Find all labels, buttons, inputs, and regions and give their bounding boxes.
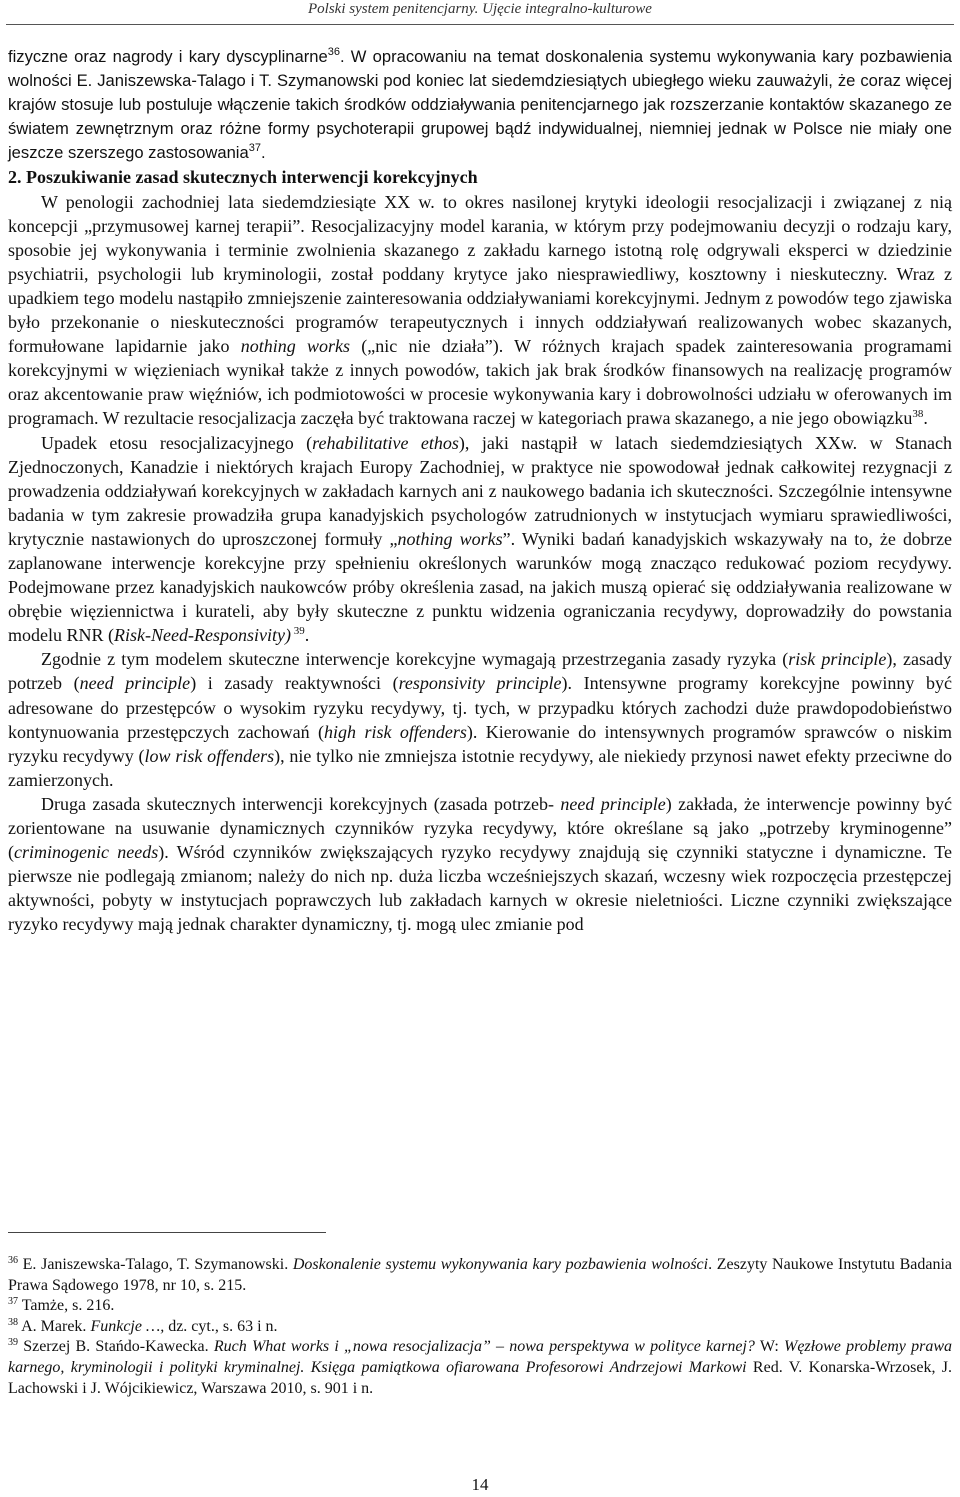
- paragraph: [8, 431, 952, 648]
- header-rule: [6, 24, 954, 25]
- text-run: Szerzej B. Stańdo-Kawecka.: [18, 1338, 214, 1356]
- footnote-ref: 39: [290, 625, 305, 638]
- footnote-number: 36: [8, 1255, 18, 1266]
- text-run: E. Janiszewska-Talago, T. Szymanowski.: [18, 1256, 293, 1273]
- italic-term: nothing works: [397, 528, 503, 549]
- text-run: .: [304, 625, 310, 646]
- italic-title: Funkcje …,: [90, 1317, 165, 1335]
- text-run: .: [923, 408, 928, 429]
- text-run: („nic nie działa”). W różnych krajach spadek zainteresowania programami korekcyjnymi w więzieniach wynikał także z innych powodów, takich jak brak środków finansowych na realizację programów oraz akcentowanie praw więźniów, ich podmiotowości w procesie wykonywania kary i dobrowolności udziału w oferowanych im programach. W rezultacie resocjalizacja zaczęła być traktowana raczej w kategoriach prawa skazanego, a nie jego obowiązku: [8, 336, 952, 429]
- text-run: W penologii zachodniej lata siedemdziesiąte XX w. to okres nasilonej krytyki ideologii resocjalizacji i związanej z nią koncepcji „przymusowej karnej terapii”. Resocjalizacyjny model karania, w którym przy podejmowaniu decyzji o rodzaju kary, sposobie jej wykonywania i terminie zwolnienia skazanego z zakładu karnego istotną rolę odgrywali eksperci w dziedzinie psychiatrii, psychologii lub kryminologii, został poddany krytyce jako niesprawiedliwy, kosztowny i nieskuteczny. Wraz z upadkiem tego modelu nastąpiło zmniejszenie zainteresowania oddziaływaniami korekcyjnymi. Jednym z powodów tego zjawiska było przekonanie o nieskuteczności programów terapeutycznych i innych oddziaływań realizowanych wobec skazanych, formułowane lapidarnie jako: [8, 191, 952, 357]
- italic-term: low risk offenders: [144, 745, 275, 766]
- text-run: ) i zasady reaktywności (: [190, 673, 399, 694]
- italic-title: Ruch What works i „nowa resocjalizacja” – nowa perspektywa w polityce karnej?: [213, 1338, 755, 1356]
- text-run: ), zasady potrzeb (: [8, 649, 952, 694]
- text-run: .: [260, 143, 266, 163]
- running-header: Polski system penitencjarny. Ujęcie integralno-kulturowe: [308, 1, 652, 17]
- italic-term: responsivity principle: [398, 673, 562, 694]
- italic-term: criminogenic needs: [14, 842, 159, 863]
- text-run: ), nie tylko nie zmniejsza istotnie recydywy, ale niekiedy przynosi nawet efekty przeciwne do zamierzonych.: [8, 745, 952, 790]
- footnote-number: 39: [8, 1337, 18, 1349]
- footnote-separator: [8, 1232, 326, 1233]
- text-run: ). Intensywne programy korekcyjne powinny być adresowane do przestępców o wysokim ryzyku recydywy, tj. tych, w przypadku których zachodzi duże prawdopodobieństwo kontynuowania przestępczych zachowań (: [8, 673, 953, 742]
- text-run: A. Marek.: [18, 1317, 91, 1335]
- italic-term: rehabilitative ethos: [312, 432, 459, 453]
- italic-term: need principle: [79, 673, 191, 694]
- italic-term: need principle: [560, 793, 666, 814]
- footnote-ref: 36: [327, 46, 340, 58]
- italic-title: Węzłowe problemy prawa karnego, kryminologii i polityki kryminalnej. Księga pamiątkowa ofiarowana Profesorowi Andrzejowi Markowi: [8, 1338, 953, 1376]
- main-text: [8, 45, 952, 936]
- text-run: Zgodnie z tym modelem skuteczne interwencje korekcyjne wymagają przestrzegania zasady ryzyka (: [41, 649, 789, 670]
- text-run: . W opracowaniu na temat doskonalenia systemu wykonywania kary pozbawienia wolności E. Janiszewska-Talago i T. Szymanowski pod koniec lat siedemdziesiątych ubiegłego wieku zauważyli, że coraz więcej krajów stosuje lub postuluje włączenie takich środków oddziaływania penitencjarnego jak rozszerzanie kontaktów skazanego ze światem zewnętrznym oraz różne formy psychoterapii grupowej bądź indywidualnej, niemniej jednak w Polsce nie miały one jeszcze szerszego zastosowania: [8, 47, 953, 163]
- footnote-ref: 38: [912, 408, 924, 421]
- text-run: ”. Wyniki badań kanadyjskich wskazywały na to, że dobrze zaplanowane interwencje korekcyjne przy spełnieniu określonych warunków mogą znacząco redukować poziom recydywy. Podejmowane przez kanadyjskich naukowców próby określenia zasad, na jakich muszą opierać się oddziaływania realizowane w obrębie więziennictwa i kurateli, aby były skuteczne z punktu widzenia ograniczania recydywy, doprowadziły do powstania modelu RNR (: [8, 528, 952, 646]
- text-run: ). Kierowanie do intensywnych programów sprawców o niskim ryzyku recydywy (: [8, 721, 952, 766]
- text-run: Upadek etosu resocjalizacyjnego (: [41, 432, 313, 453]
- italic-term: Risk-Need-Responsivity): [114, 625, 291, 646]
- footnote: [8, 1255, 952, 1296]
- italic-term: risk principle: [788, 649, 887, 670]
- footnote-ref: 37: [248, 142, 261, 155]
- footnote: [8, 1317, 952, 1338]
- italic-term: high risk offenders: [324, 721, 467, 742]
- text-run: Tamże, s. 216.: [18, 1297, 115, 1315]
- paragraph: [8, 792, 952, 937]
- paragraph: [8, 45, 952, 165]
- text-run: dz. cyt., s. 63 i n.: [164, 1317, 278, 1335]
- text-run: ), jaki nastąpił w latach siedemdziesiątych XXw. w Stanach Zjednoczonych, Kanadzie i niektórych krajach Europy Zachodniej, w praktyce nie spowodował jednak całkowitej rezygnacji z prowadzenia oddziaływań korekcyjnych w zakładach karnych ani z naukowego badania ich skuteczności. Szczególnie intensywne badania w tym zakresie prowadziła grupa kanadyjskich psychologów zatrudnionych w instytucjach wymiaru sprawiedliwości, krytycznie nastawionych do uproszczonej formuły „: [8, 432, 952, 549]
- footnote-number: 37: [8, 1296, 18, 1308]
- section-heading: 2. Poszukiwanie zasad skutecznych interwencji korekcyjnych: [8, 167, 478, 188]
- italic-term: nothing works: [240, 336, 351, 357]
- text-run: Red. V. Konarska-Wrzosek, J. Lachowski i J. Wójcikiewicz, Warszawa 2010, s. 901 i n.: [8, 1358, 953, 1397]
- footnote-number: 38: [8, 1316, 18, 1328]
- text-run: Druga zasada skutecznych interwencji korekcyjnych (zasada potrzeb-: [41, 793, 561, 814]
- footnotes: [8, 1255, 952, 1399]
- footnote: [8, 1337, 952, 1399]
- text-run: . Zeszyty Naukowe Instytutu Badania Prawa Sądowego 1978, nr 10, s. 215.: [8, 1256, 953, 1294]
- text-run: ) zakłada, że interwencje powinny być zorientowane na usuwanie dynamicznych czynników ryzyka recydywy, które określane są jako „potrzeby kryminogenne” (: [8, 793, 953, 863]
- paragraph: [8, 647, 952, 792]
- text-run: ). Wśród czynników zwiększających ryzyko recydywy znajdują się czynniki statyczne i dynamiczne. Te pierwsze nie podlegają zmianom; należy do nich np. duża liczba wcześniejszych skazań, wczesny wiek rozpoczęcia przestępczej aktywności, pobyty w instytucjach poprawczych lub zakładach karnych w okresie nieletniości. Liczne czynniki zwiększające ryzyko recydywy mają jednak charakter dynamiczny, tj. mogą ulec zmianie pod: [8, 842, 952, 935]
- paragraph: [8, 190, 952, 431]
- footnote: [8, 1296, 952, 1317]
- text-run: W:: [754, 1338, 784, 1356]
- italic-title: Doskonalenie systemu wykonywania kary pozbawienia wolności: [292, 1256, 709, 1273]
- page-number: 14: [471, 1475, 489, 1494]
- text-run: fizyczne oraz nagrody i kary dyscyplinarne: [8, 47, 328, 66]
